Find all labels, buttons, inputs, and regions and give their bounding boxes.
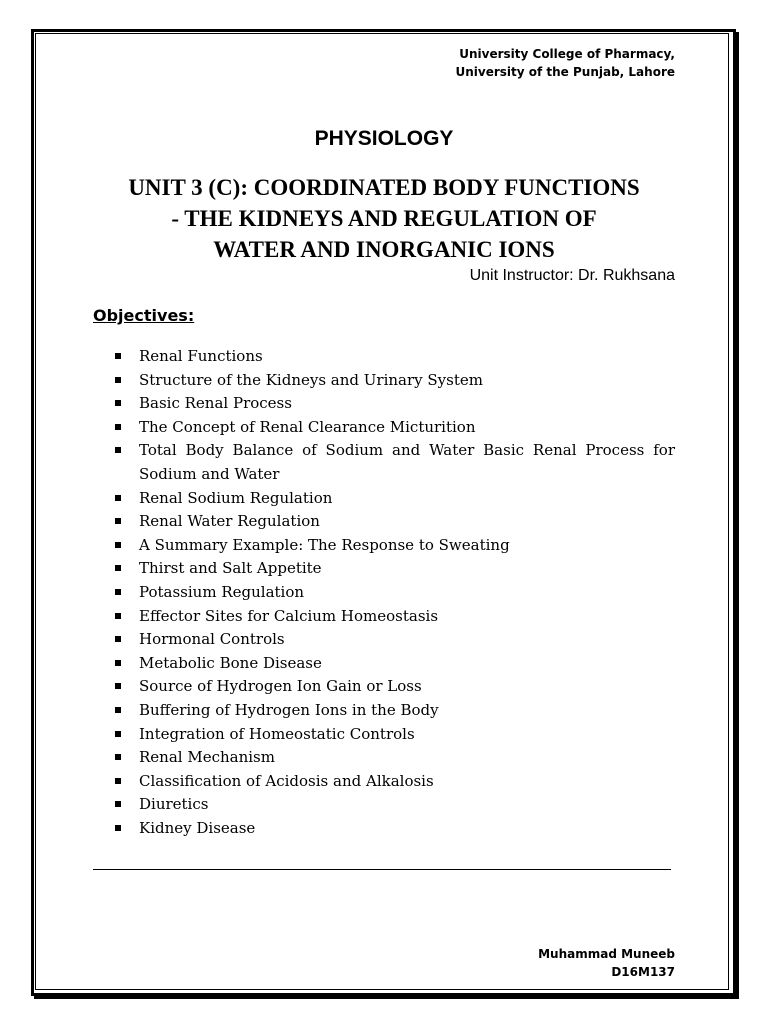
objective-text: Buffering of Hydrogen Ions in the Body: [139, 700, 439, 719]
objective-text: Hormonal Controls: [139, 630, 285, 649]
square-bullet-icon: [115, 636, 121, 642]
institution-line-2: University of the Punjab, Lahore: [455, 65, 675, 79]
square-bullet-icon: [115, 754, 121, 760]
square-bullet-icon: [115, 589, 121, 595]
objective-text: Renal Water Regulation: [139, 512, 320, 531]
objective-text: Diuretics: [139, 795, 209, 814]
unit-title-line-1: UNIT 3 (C): COORDINATED BODY FUNCTIONS: [128, 175, 640, 200]
objective-text: Effector Sites for Calcium Homeostasis: [139, 606, 439, 625]
objective-item: [112, 369, 675, 393]
objective-item: [112, 723, 675, 747]
objective-item: [112, 557, 675, 581]
objective-item: [112, 605, 675, 629]
square-bullet-icon: [115, 683, 121, 689]
author-name: Muhammad Muneeb: [538, 947, 675, 961]
objective-item: [112, 675, 675, 699]
objective-text: Renal Sodium Regulation: [139, 488, 333, 507]
objective-text: A Summary Example: The Response to Sweating: [139, 535, 510, 554]
objective-text: Classification of Acidosis and Alkalosis: [139, 771, 434, 790]
objective-text: Kidney Disease: [139, 818, 256, 837]
objective-item: [112, 439, 675, 486]
unit-title-line-2: - THE KIDNEYS AND REGULATION OF: [171, 206, 597, 231]
square-bullet-icon: [115, 542, 121, 548]
objective-text: Metabolic Bone Disease: [139, 653, 322, 672]
square-bullet-icon: [115, 495, 121, 501]
square-bullet-icon: [115, 613, 121, 619]
objective-item: [112, 581, 675, 605]
square-bullet-icon: [115, 825, 121, 831]
objective-item: [112, 817, 675, 841]
objective-item: [112, 392, 675, 416]
institution-header: [455, 45, 675, 81]
objective-item: [112, 628, 675, 652]
subject-title: PHYSIOLOGY: [314, 127, 454, 150]
objective-text: Structure of the Kidneys and Urinary System: [139, 370, 483, 389]
objective-item: [112, 652, 675, 676]
objective-item: [112, 487, 675, 511]
institution-line-1: University College of Pharmacy,: [459, 47, 675, 61]
unit-title: [80, 172, 688, 265]
objectives-list: [112, 345, 675, 840]
square-bullet-icon: [115, 400, 121, 406]
objective-text: Total Body Balance of Sodium and Water Basic Renal Process for Sodium and Water: [139, 441, 675, 483]
horizontal-divider: [93, 869, 671, 870]
objective-text: Thirst and Salt Appetite: [139, 559, 322, 578]
square-bullet-icon: [115, 660, 121, 666]
square-bullet-icon: [115, 801, 121, 807]
objective-text: Renal Mechanism: [139, 748, 275, 767]
square-bullet-icon: [115, 731, 121, 737]
square-bullet-icon: [115, 353, 121, 359]
objective-item: [112, 510, 675, 534]
author-id: D16M137: [611, 965, 675, 979]
objectives-heading: Objectives:: [93, 306, 195, 325]
square-bullet-icon: [115, 565, 121, 571]
objective-text: Renal Functions: [139, 347, 263, 365]
objective-text: Source of Hydrogen Ion Gain or Loss: [139, 677, 422, 696]
objective-item: [112, 345, 675, 369]
square-bullet-icon: [115, 424, 121, 430]
square-bullet-icon: [115, 707, 121, 713]
objective-item: [112, 793, 675, 817]
square-bullet-icon: [115, 778, 121, 784]
square-bullet-icon: [115, 377, 121, 383]
objective-item: [112, 534, 675, 558]
objective-text: Potassium Regulation: [139, 582, 305, 601]
objective-text: Basic Renal Process: [139, 394, 292, 413]
objective-text: Integration of Homeostatic Controls: [139, 724, 415, 743]
square-bullet-icon: [115, 518, 121, 524]
objective-item: [112, 770, 675, 794]
author-block: [538, 945, 675, 981]
objective-item: [112, 746, 675, 770]
objective-text: The Concept of Renal Clearance Micturition: [139, 417, 476, 436]
objective-item: [112, 416, 675, 440]
unit-title-line-3: WATER AND INORGANIC IONS: [213, 237, 555, 262]
square-bullet-icon: [115, 447, 121, 453]
unit-instructor: Unit Instructor: Dr. Rukhsana: [469, 267, 675, 284]
objective-item: [112, 699, 675, 723]
